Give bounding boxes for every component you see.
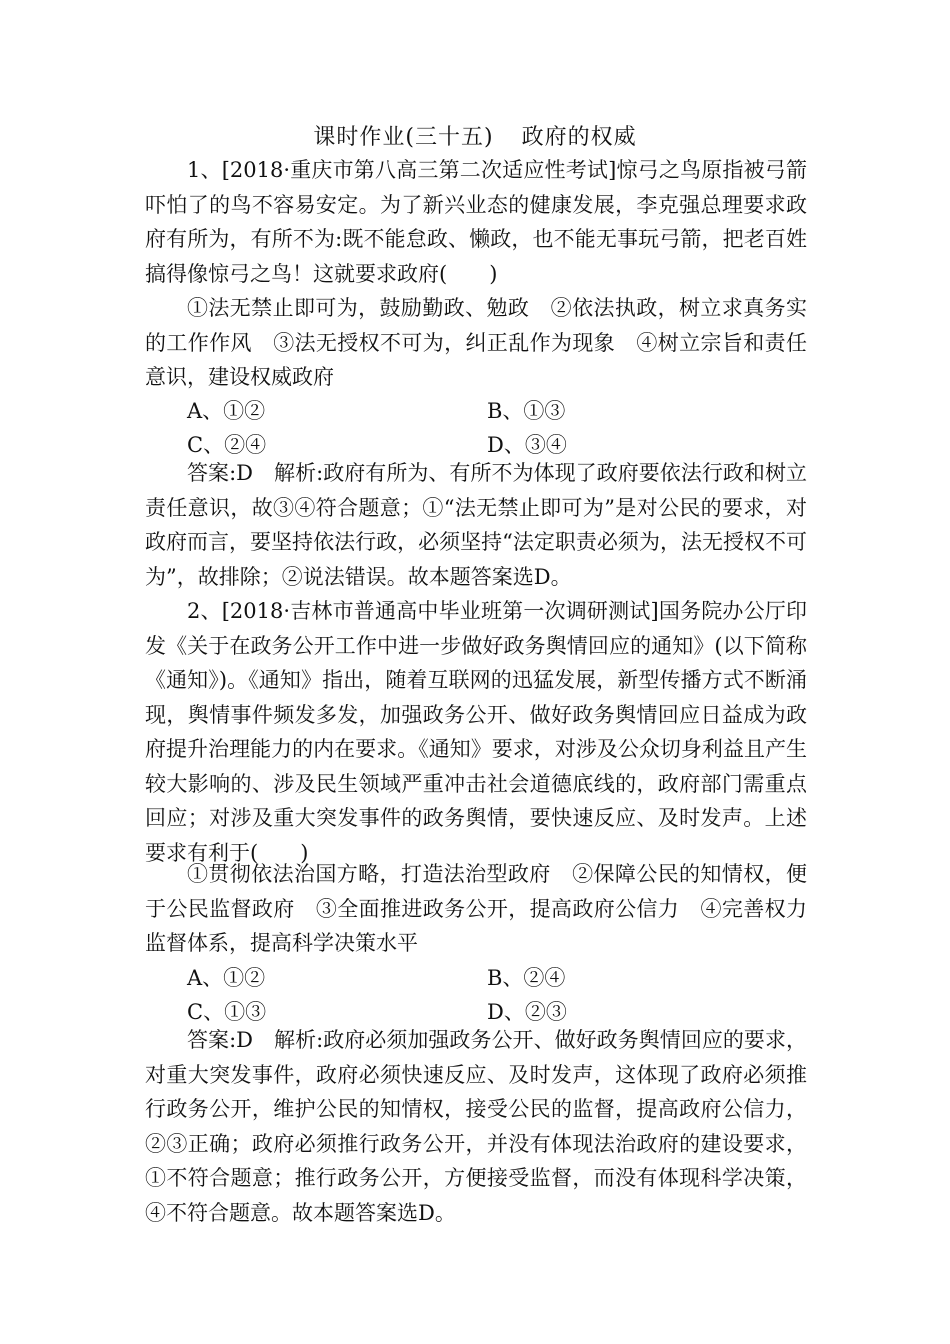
question-1-option-a: A、①② [187, 399, 266, 423]
question-1-option-d: D、③④ [487, 433, 567, 457]
question-2-option-d: D、②③ [487, 1000, 567, 1024]
question-2-option-a: A、①② [187, 966, 266, 990]
question-2-text: 2、[2018·吉林市普通高中毕业班第一次调研测试]国务院办公厅印发《关于在政务公开工作中进一步做好政务舆情回应的通知》(以下简称《通知》)。《通知》指出，随着互联网的迅猛发展，新型传播方式不断涌现，舆情事件频发多发，加强政务公开、做好政务舆情回应日益成为政府提升治理能力的内在要求。《通知》要求，对涉及公众切身利益且产生较大影响的、涉及民生领域严重冲击社会道德底线的，政府部门需重点回应；对涉及重大突发事件的政务舆情，要快速反应、及时发声。上述要求有利于( ) [145, 599, 807, 865]
question-2-answer [145, 1023, 807, 1230]
question-2-options-row-1 [187, 962, 807, 996]
page-title [0, 120, 950, 151]
question-2-statement-text: ①贯彻依法治国方略，打造法治型政府 ②保障公民的知情权，便于公民监督政府 ③全面推进政务公开，提高政府公信力 ④完善权力监督体系，提高科学决策水平 [145, 862, 807, 955]
question-1-text: 1、[2018·重庆市第八高三第二次适应性考试]惊弓之鸟原指被弓箭吓怕了的鸟不容易安定。为了新兴业态的健康发展，李克强总理要求政府有所为，有所不为:既不能怠政、懒政，也不能无事玩弓箭，把老百姓搞得像惊弓之鸟！这就要求政府( ) [145, 158, 807, 286]
title-sub: 政府的权威 [521, 125, 637, 150]
question-2-stem [145, 594, 807, 870]
question-1-options-row-1 [187, 395, 807, 429]
question-2-option-b: B、②④ [487, 966, 566, 990]
question-2-option-c: C、①③ [187, 1000, 267, 1024]
question-1-statements [145, 291, 807, 395]
question-1-answer [145, 456, 807, 594]
title-main: 课时作业(三十五) [313, 125, 494, 150]
question-2-answer-text: 答案:D 解析:政府必须加强政务公开、做好政务舆情回应的要求，对重大突发事件，政府必须快速反应、及时发声，这体现了政府必须推行政务公开，维护公民的知情权，接受公民的监督，提高政府公信力，②③正确；政府必须推行政务公开，并没有体现法治政府的建设要求，①不符合题意；推行政务公开，方便接受监督，而没有体现科学决策，④不符合题意。故本题答案选D。 [145, 1028, 807, 1225]
question-1-stem [145, 153, 807, 291]
question-2-statements [145, 857, 807, 961]
question-1-option-b: B、①③ [487, 399, 566, 423]
question-1-answer-text: 答案:D 解析:政府有所为、有所不为体现了政府要依法行政和树立责任意识，故③④符合题意；①“法无禁止即可为”是对公民的要求，对政府而言，要坚持依法行政，必须坚持“法定职责必须为，法无授权不可为”，故排除；②说法错误。故本题答案选D。 [145, 461, 807, 589]
question-1-statement-text: ①法无禁止即可为，鼓励勤政、勉政 ②依法执政，树立求真务实的工作作风 ③法无授权不可为，纠正乱作为现象 ④树立宗旨和责任意识，建设权威政府 [145, 296, 807, 389]
question-1-option-c: C、②④ [187, 433, 267, 457]
